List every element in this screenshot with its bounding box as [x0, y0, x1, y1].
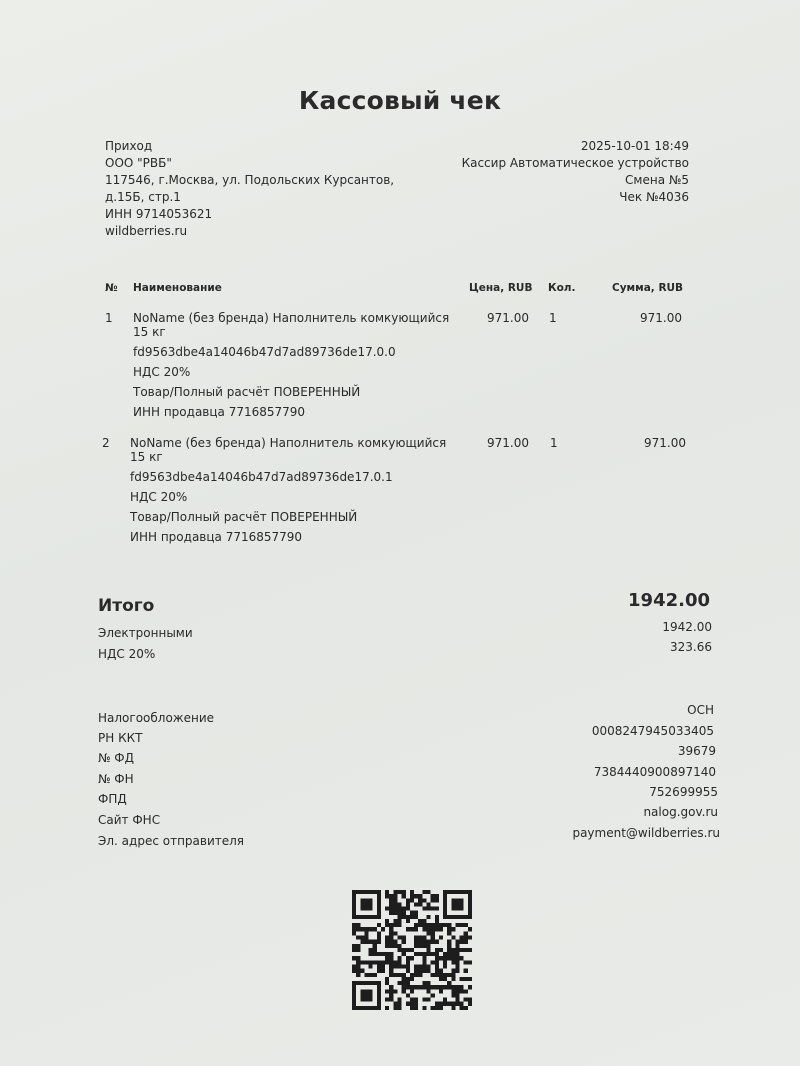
item-number: 2 — [102, 436, 110, 450]
payment-method-value: 1942.00 — [662, 620, 712, 634]
operation-type: Приход — [105, 139, 153, 153]
sender-email-value[interactable]: payment@wildberries.ru — [572, 826, 720, 840]
company-inn: ИНН 9714053621 — [105, 207, 213, 221]
item-seller-inn: ИНН продавца 7716857790 — [130, 530, 303, 544]
item-description — [130, 436, 446, 547]
seller-info — [105, 138, 394, 240]
item-price: 971.00 — [487, 436, 529, 450]
column-header-price: Цена, RUB — [469, 282, 533, 294]
receipt-number: Чек №4036 — [619, 190, 689, 204]
item-code: fd9563dbe4a14046b47d7ad89736de17.0.0 — [133, 345, 396, 359]
taxation-label: Налогообложение — [98, 711, 215, 725]
fns-site-label: Сайт ФНС — [98, 813, 161, 827]
receipt-datetime: 2025-10-01 18:49 — [580, 139, 689, 153]
cashier: Кассир Автоматическое устройство — [461, 156, 689, 170]
item-name-weight: 15 кг — [133, 325, 166, 339]
item-qty: 1 — [550, 436, 558, 450]
column-header-num: № — [105, 282, 118, 294]
item-description — [133, 311, 449, 422]
receipt-title: Кассовый чек — [298, 86, 502, 115]
vat-total-value: 323.66 — [670, 640, 712, 654]
company-name: ООО "РВБ" — [105, 156, 172, 170]
item-vat: НДС 20% — [133, 365, 191, 379]
item-vat: НДС 20% — [130, 490, 188, 504]
kkt-reg-value: 0008247945033405 — [591, 724, 714, 738]
item-sum: 971.00 — [644, 436, 686, 450]
fd-number-label: № ФД — [98, 751, 134, 765]
taxation-value: ОСН — [687, 703, 714, 717]
fn-number-label: № ФН — [98, 772, 134, 786]
item-name: NoName (без бренда) Наполнитель комкующийся — [130, 436, 447, 450]
item-name: NoName (без бренда) Наполнитель комкующийся — [133, 311, 450, 325]
total-label: Итого — [98, 596, 155, 616]
company-address-line1: 117546, г.Москва, ул. Подольских Курсантов, — [105, 173, 395, 187]
item-name-weight: 15 кг — [130, 450, 163, 464]
vat-total-label: НДС 20% — [98, 647, 156, 661]
fns-site-value[interactable]: nalog.gov.ru — [643, 805, 718, 819]
item-number: 1 — [105, 311, 113, 325]
sender-email-label: Эл. адрес отправителя — [98, 834, 245, 848]
item-payment-type: Товар/Полный расчёт ПОВЕРЕННЫЙ — [133, 385, 361, 399]
column-header-qty: Кол. — [548, 282, 576, 294]
company-website[interactable]: wildberries.ru — [105, 224, 188, 238]
item-seller-inn: ИНН продавца 7716857790 — [133, 405, 306, 419]
fpd-value: 752699955 — [649, 785, 718, 799]
kkt-reg-label: РН ККТ — [98, 731, 143, 745]
column-header-sum: Сумма, RUB — [612, 282, 684, 294]
item-payment-type: Товар/Полный расчёт ПОВЕРЕННЫЙ — [130, 510, 358, 524]
receipt-meta — [462, 138, 689, 206]
item-code: fd9563dbe4a14046b47d7ad89736de17.0.1 — [130, 470, 393, 484]
item-qty: 1 — [549, 311, 557, 325]
item-price: 971.00 — [487, 311, 529, 325]
fn-number-value: 7384440900897140 — [593, 765, 716, 779]
shift-number: Смена №5 — [625, 173, 689, 187]
total-value: 1942.00 — [628, 590, 710, 611]
fd-number-value: 39679 — [677, 744, 716, 758]
column-header-name: Наименование — [133, 282, 222, 294]
fpd-label: ФПД — [98, 792, 127, 806]
item-sum: 971.00 — [640, 311, 682, 325]
qr-code-icon — [352, 890, 472, 1010]
payment-method-label: Электронными — [98, 626, 193, 640]
company-address-line2: д.15Б, стр.1 — [105, 190, 181, 204]
